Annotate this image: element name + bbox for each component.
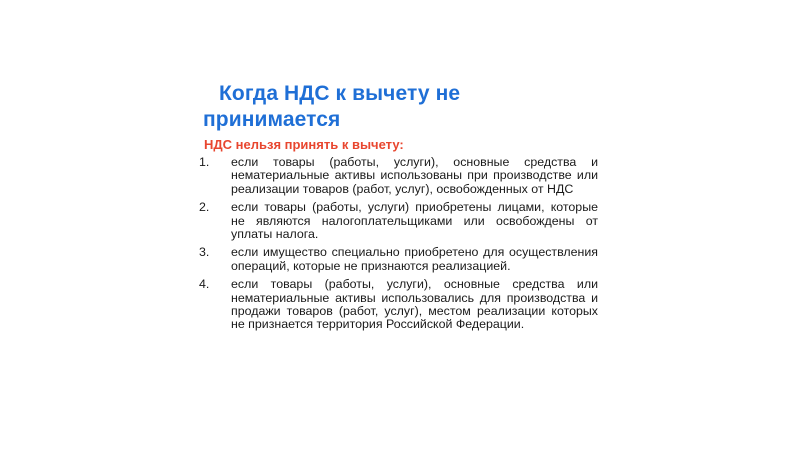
list-item-number: 2. xyxy=(199,200,210,215)
reasons-list xyxy=(196,156,598,337)
list-item-text: если имущество специально приобретено для осуществления операций, которые не признаются реализацией. xyxy=(231,245,598,273)
list-item-number: 1. xyxy=(199,155,210,169)
list-item-number: 3. xyxy=(199,245,210,260)
slide-title-text: Когда НДС к вычету не принимается xyxy=(203,82,461,131)
list-item xyxy=(196,246,598,273)
list-item-text: если товары (работы, услуги), основные средства или нематериальные активы использовались для производства и продажи товаров (работ, услуг), местом реализации которых не признается территория Российской Федерации. xyxy=(231,277,598,332)
list-item-text: если товары (работы, услуги) приобретены лицами, которые не являются налогоплательщиками или освобождены от уплаты налога. xyxy=(231,200,598,242)
list-item-number: 4. xyxy=(199,277,210,292)
list-item-text: если товары (работы, услуги), основные средства и нематериальные активы использованы при производстве или реализации товаров (работ, услуг), освобожденных от НДС xyxy=(231,155,598,196)
slide-title xyxy=(203,81,543,133)
slide-subtitle: НДС нельзя принять к вычету: xyxy=(204,137,404,152)
list-item xyxy=(196,156,598,196)
list-item xyxy=(196,278,598,332)
list-item xyxy=(196,201,598,241)
